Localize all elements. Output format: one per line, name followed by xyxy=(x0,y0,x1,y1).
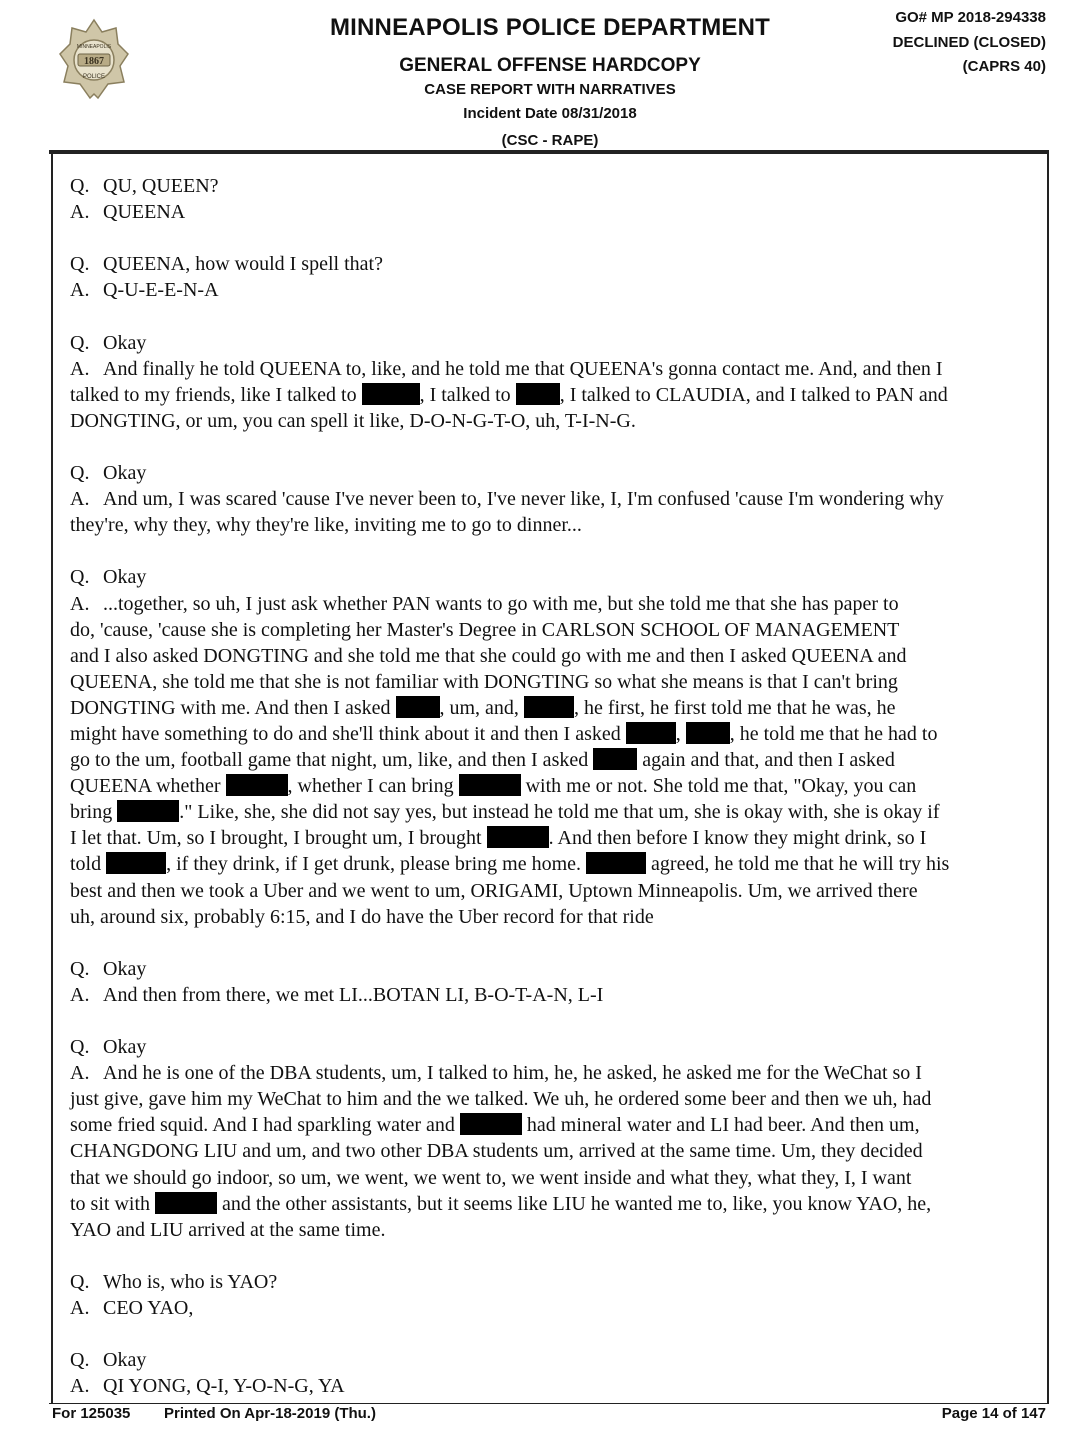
answer-line: uh, around six, probably 6:15, and I do have the Uber record for that ride xyxy=(70,905,654,928)
answer-text: QUEENA xyxy=(103,201,186,224)
redaction-block xyxy=(626,722,676,744)
redaction-block xyxy=(686,722,730,744)
qa-exchange xyxy=(70,1269,1035,1321)
qa-exchange xyxy=(70,1034,1035,1243)
answer-line: do, 'cause, 'cause she is completing her Master's Degree in CARLSON SCHOOL OF MANAGEMENT xyxy=(70,618,900,641)
answer-line: they're, why they, why they're like, inviting me to go to dinner... xyxy=(70,514,582,537)
question-line xyxy=(70,956,1035,982)
badge-bottom-text: POLICE xyxy=(82,74,106,80)
badge-year: 1867 xyxy=(84,56,104,67)
answer-text: CEO YAO, xyxy=(103,1297,194,1320)
qa-exchange xyxy=(70,956,1035,1008)
question-text: Okay xyxy=(103,957,147,980)
answer-line xyxy=(70,277,1035,303)
question-text: Okay xyxy=(103,331,147,354)
question-text: Okay xyxy=(103,1036,147,1059)
qa-exchange xyxy=(70,173,1035,225)
question-text: QU, QUEEN? xyxy=(103,175,219,197)
answer-label: A. xyxy=(70,201,90,224)
question-text: Okay xyxy=(103,1349,147,1372)
case-status: DECLINED (CLOSED) xyxy=(892,34,1046,51)
page-number: Page 14 of 147 xyxy=(941,1405,1046,1422)
question-line xyxy=(70,1347,1035,1373)
answer-line: and I also asked DONGTING and she told me that she could go with me and then I asked QUEENA and xyxy=(70,644,907,667)
answer-line: bring ." Like, she, she did not say yes, but instead he told me that um, she is okay with, she is okay if xyxy=(70,801,940,824)
redaction-block xyxy=(459,774,521,796)
question-label: Q. xyxy=(70,1349,90,1372)
qa-exchange xyxy=(70,251,1035,303)
answer-line: A. And um, I was scared 'cause I've never been to, I've never like, I, I'm confused 'cause I'm wondering why xyxy=(70,486,1035,512)
footer-printed-date: Printed On Apr-18-2019 (Thu.) xyxy=(164,1405,376,1422)
answer-line: I let that. Um, so I brought, I brought um, I brought . And then before I know they might drink, so I xyxy=(70,827,927,850)
question-line xyxy=(70,460,1035,486)
question-line xyxy=(70,330,1035,356)
question-label: Q. xyxy=(70,1036,90,1059)
answer-label: A. xyxy=(70,592,90,615)
answer-line xyxy=(70,1295,1035,1321)
answer-line xyxy=(70,982,1035,1008)
badge-top-text: MINNEAPOLIS xyxy=(76,44,112,50)
answer-label: A. xyxy=(70,983,90,1006)
question-line xyxy=(70,1269,1035,1295)
answer-line: QUEENA, she told me that she is not familiar with DONGTING so what she means is that I can't bring xyxy=(70,670,898,693)
qa-exchange xyxy=(70,460,1035,538)
answer-line: DONGTING with me. And then I asked , um, and, , he first, he first told me that he was, he xyxy=(70,696,896,719)
question-text: Who is, who is YAO? xyxy=(103,1270,278,1293)
answer-text: And then from there, we met LI...BOTAN LI, B-O-T-A-N, L-I xyxy=(103,983,604,1006)
qa-exchange xyxy=(70,564,1035,929)
question-line xyxy=(70,564,1035,590)
answer-line: to sit with and the other assistants, but it seems like LIU he wanted me to, like, you know YAO, he, xyxy=(70,1192,932,1215)
question-label: Q. xyxy=(70,566,90,589)
question-text: Okay xyxy=(103,462,147,485)
answer-label: A. xyxy=(70,1062,90,1085)
answer-line: talked to my friends, like I talked to , I talked to , I talked to CLAUDIA, and I talked to PAN and xyxy=(70,383,948,406)
caprs-code: (CAPRS 40) xyxy=(962,58,1046,75)
answer-label: A. xyxy=(70,1375,90,1398)
answer-line: A. ...together, so uh, I just ask whether PAN wants to go with me, but she told me that she has paper to xyxy=(70,591,1035,617)
question-label: Q. xyxy=(70,957,90,980)
department-title: MINNEAPOLIS POLICE DEPARTMENT xyxy=(329,14,771,41)
question-label: Q. xyxy=(70,253,90,276)
redaction-block xyxy=(460,1113,522,1135)
question-label: Q. xyxy=(70,462,90,485)
answer-line: just give, gave him my WeChat to him and the we talked. We uh, he ordered some beer and then we uh, had xyxy=(70,1088,932,1111)
report-type: CASE REPORT WITH NARRATIVES xyxy=(424,81,676,98)
answer-line: A. And finally he told QUEENA to, like, and he told me that QUEENA's gonna contact me. And, and then I xyxy=(70,356,1035,382)
narrative-transcript xyxy=(70,173,1035,1426)
answer-line: best and then we took a Uber and we went to um, ORIGAMI, Uptown Minneapolis. Um, we arrived there xyxy=(70,879,918,902)
answer-line: YAO and LIU arrived at the same time. xyxy=(70,1218,386,1241)
answer-label: A. xyxy=(70,279,90,302)
answer-line: A. And he is one of the DBA students, um, I talked to him, he, he asked, he asked me for the WeChat so I xyxy=(70,1060,1035,1086)
footer-officer-id: For 125035 xyxy=(52,1405,131,1422)
question-text: Okay xyxy=(103,566,147,589)
report-subtitle: GENERAL OFFENSE HARDCOPY xyxy=(399,55,701,76)
redaction-block xyxy=(155,1192,217,1214)
question-line xyxy=(70,251,1035,277)
go-number: GO# MP 2018-294338 xyxy=(895,9,1046,26)
redaction-block xyxy=(106,852,166,874)
redaction-block xyxy=(593,748,637,770)
question-line xyxy=(70,173,1035,199)
answer-line: that we should go indoor, so um, we went, we went to, we went inside and what they, what they, I, I want xyxy=(70,1166,912,1189)
answer-text: Q-U-E-E-N-A xyxy=(103,279,219,302)
redaction-block xyxy=(117,800,179,822)
qa-exchange xyxy=(70,1347,1035,1399)
incident-date: Incident Date 08/31/2018 xyxy=(463,105,637,122)
redaction-block xyxy=(516,383,560,405)
answer-line: might have something to do and she'll think about it and then I asked , , he told me that he had to xyxy=(70,722,938,745)
question-text: QUEENA, how would I spell that? xyxy=(103,253,383,276)
answer-text: QI YONG, Q-I, Y-O-N-G, YA xyxy=(103,1375,345,1398)
redaction-block xyxy=(362,383,420,405)
answer-line xyxy=(70,1373,1035,1399)
question-label: Q. xyxy=(70,175,90,197)
offense-type: (CSC - RAPE) xyxy=(501,132,599,149)
qa-exchange xyxy=(70,330,1035,434)
answer-line: DONGTING, or um, you can spell it like, D-O-N-G-T-O, uh, T-I-N-G. xyxy=(70,409,636,432)
question-label: Q. xyxy=(70,331,90,354)
answer-label: A. xyxy=(70,1297,90,1320)
question-label: Q. xyxy=(70,1270,90,1293)
answer-label: A. xyxy=(70,357,90,380)
redaction-block xyxy=(586,852,646,874)
answer-line: CHANGDONG LIU and um, and two other DBA students um, arrived at the same time. Um, they decided xyxy=(70,1140,923,1163)
redaction-block xyxy=(524,696,574,718)
redaction-block xyxy=(487,826,549,848)
redaction-block xyxy=(396,696,440,718)
answer-label: A. xyxy=(70,488,90,511)
answer-line: some fried squid. And I had sparkling water and had mineral water and LI had beer. And then um, xyxy=(70,1114,920,1137)
answer-line: QUEENA whether , whether I can bring with me or not. She told me that, "Okay, you can xyxy=(70,775,917,798)
redaction-block xyxy=(226,774,288,796)
question-line xyxy=(70,1034,1035,1060)
answer-line xyxy=(70,199,1035,225)
answer-line: told , if they drink, if I get drunk, please bring me home. agreed, he told me that he will try his xyxy=(70,853,950,876)
answer-line: go to the um, football game that night, um, like, and then I asked again and that, and then I asked xyxy=(70,749,895,772)
